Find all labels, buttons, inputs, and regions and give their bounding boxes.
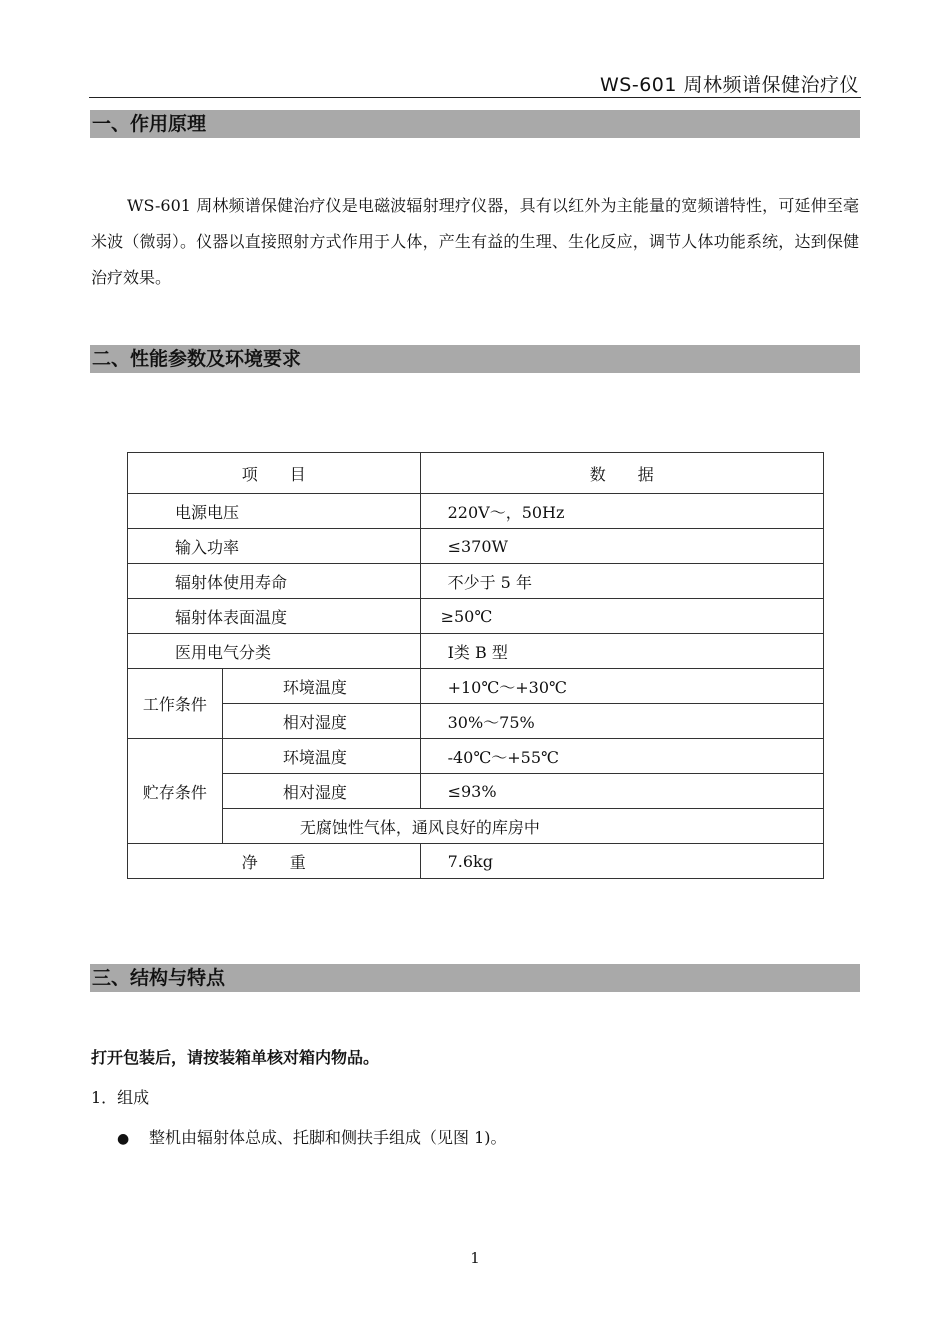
spec-table-header-row	[128, 453, 824, 494]
list-item-composition: 1．组成	[91, 1088, 150, 1107]
spec-value: ≤93%	[420, 774, 823, 809]
spec-item: 相对湿度	[222, 774, 420, 809]
spec-value: 不少于 5 年	[420, 564, 823, 599]
section-heading-principle: 一、作用原理	[90, 110, 860, 138]
spec-item: 环境温度	[222, 669, 420, 704]
spec-item: 医用电气分类	[128, 634, 421, 669]
working-conditions-label: 工作条件	[128, 669, 223, 739]
spec-value: 30%～75%	[420, 704, 823, 739]
spec-value: ≥50℃	[420, 599, 823, 634]
spec-item: 辐射体表面温度	[128, 599, 421, 634]
section-heading-specs: 二、性能参数及环境要求	[90, 345, 860, 373]
unpacking-note: 打开包装后，请按装箱单核对箱内物品。	[91, 1048, 380, 1067]
spec-item: 输入功率	[128, 529, 421, 564]
table-row	[128, 844, 824, 879]
header-divider	[89, 97, 861, 98]
spec-item: 环境温度	[222, 739, 420, 774]
table-row	[128, 634, 824, 669]
table-row	[128, 669, 824, 704]
principle-text: WS-601 周林频谱保健治疗仪是电磁波辐射理疗仪器，具有以红外为主能量的宽频谱特性，可延伸至毫米波（微弱）。仪器以直接照射方式作用于人体，产生有益的生理、生化反应，调节人体功能系统，达到保健治疗效果。	[91, 196, 859, 287]
spec-value: 220V～，50Hz	[420, 494, 823, 529]
bullet-item	[117, 1125, 507, 1148]
spec-item: 电源电压	[128, 494, 421, 529]
spec-header-item: 项 目	[128, 453, 421, 494]
table-row	[128, 774, 824, 809]
table-row	[128, 494, 824, 529]
table-row	[128, 739, 824, 774]
document-header-title: WS-601 周林频谱保健治疗仪	[599, 74, 859, 96]
table-row	[128, 529, 824, 564]
spec-header-data: 数 据	[420, 453, 823, 494]
spec-value: Ⅰ类 B 型	[420, 634, 823, 669]
bullet-dot-icon: ●	[117, 1131, 130, 1147]
spec-value: ≤370W	[420, 529, 823, 564]
principle-paragraph	[91, 188, 859, 296]
spec-table	[127, 452, 824, 879]
table-row	[128, 809, 824, 844]
section-heading-structure: 三、结构与特点	[90, 964, 860, 992]
table-row	[128, 564, 824, 599]
page-number: 1	[470, 1249, 480, 1267]
table-row	[128, 704, 824, 739]
spec-item: 相对湿度	[222, 704, 420, 739]
table-row	[128, 599, 824, 634]
bullet-text: 整机由辐射体总成、托脚和侧扶手组成（见图 1)。	[149, 1128, 507, 1147]
spec-item: 辐射体使用寿命	[128, 564, 421, 599]
spec-value: 7.6kg	[420, 844, 823, 879]
spec-item: 净 重	[128, 844, 421, 879]
spec-value: -40℃～+55℃	[420, 739, 823, 774]
storage-conditions-label: 贮存条件	[128, 739, 223, 844]
storage-note: 无腐蚀性气体，通风良好的库房中	[222, 809, 823, 844]
spec-value: +10℃～+30℃	[420, 669, 823, 704]
